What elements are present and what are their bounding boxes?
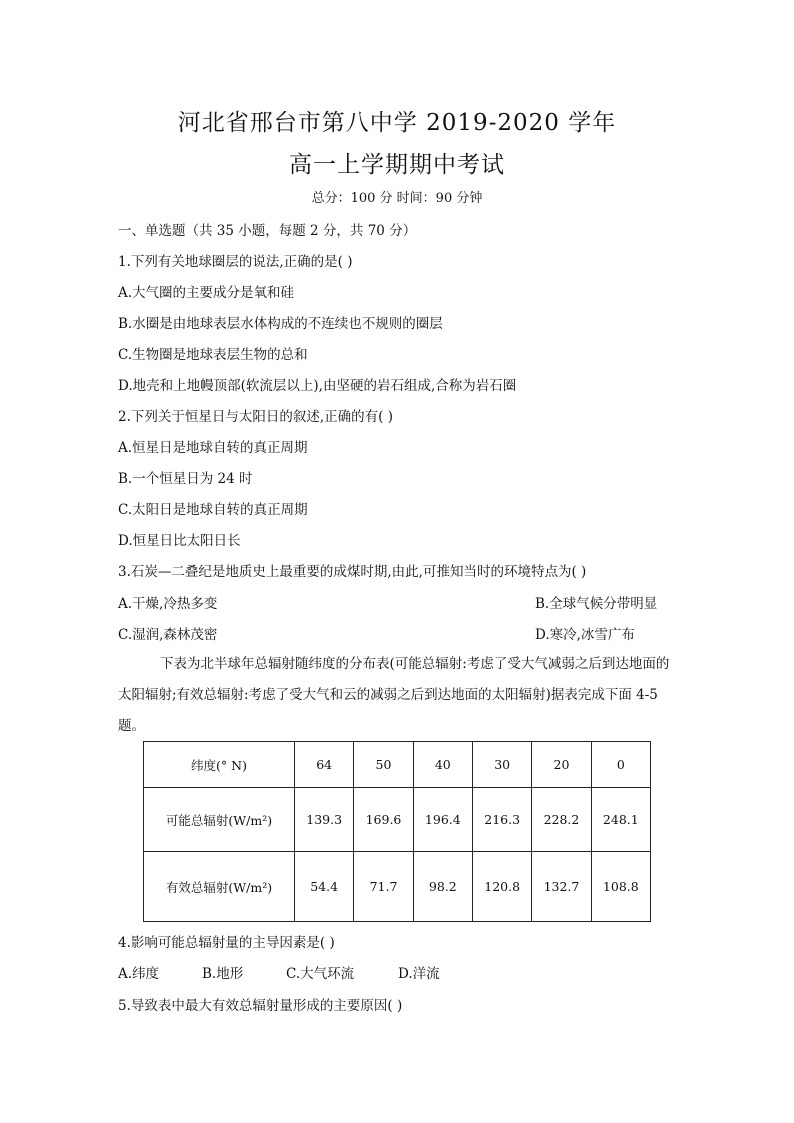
question-1-option-b: B.水圈是由地球表层水体构成的不连续也不规则的圈层 xyxy=(118,316,443,332)
table-cell: 196.4 xyxy=(413,788,472,852)
table-header-effective-radiation: 有效总辐射(W/m²) xyxy=(144,852,295,922)
question-4-stem: 4.影响可能总辐射量的主导因素是( ) xyxy=(118,935,335,951)
question-4-option-d: D.洋流 xyxy=(398,966,440,982)
table-cell: 98.2 xyxy=(413,852,472,922)
reading-passage-text: 下表为北半球年总辐射随纬度的分布表(可能总辐射:考虑了受大气减弱之后到达地面的太阳辐射;有效总辐射:考虑了受大气和云的减弱之后到达地面的太阳辐射)据表完成下面 4-5 题。 xyxy=(118,656,670,734)
table-cell: 40 xyxy=(413,742,472,788)
table-cell: 248.1 xyxy=(591,788,650,852)
table-cell: 0 xyxy=(591,742,650,788)
question-1-option-c: C.生物圈是地球表层生物的总和 xyxy=(118,347,308,363)
table-cell: 54.4 xyxy=(295,852,354,922)
table-cell: 108.8 xyxy=(591,852,650,922)
table-cell: 216.3 xyxy=(472,788,531,852)
question-3-option-b: B.全球气候分带明显 xyxy=(535,596,658,612)
table-cell: 169.6 xyxy=(354,788,413,852)
question-4-option-b: B.地形 xyxy=(202,966,244,982)
question-3-stem: 3.石炭—二叠纪是地质史上最重要的成煤时期,由此,可推知当时的环境特点为( ) xyxy=(118,564,587,580)
table-cell: 64 xyxy=(295,742,354,788)
table-cell: 132.7 xyxy=(532,852,591,922)
question-3-option-a: A.干燥,冷热多变 xyxy=(118,596,218,612)
question-2-stem: 2.下列关于恒星日与太阳日的叙述,正确的有( ) xyxy=(118,409,393,425)
reading-passage xyxy=(118,649,678,742)
table-cell: 30 xyxy=(472,742,531,788)
question-3-option-c: C.湿润,森林茂密 xyxy=(118,627,218,643)
table-cell: 228.2 xyxy=(532,788,591,852)
question-2-option-a: A.恒星日是地球自转的真正周期 xyxy=(118,440,308,456)
question-1-stem: 1.下列有关地球圈层的说法,正确的是( ) xyxy=(118,254,353,270)
question-1-option-d: D.地壳和上地幔顶部(软流层以上),由坚硬的岩石组成,合称为岩石圈 xyxy=(118,378,517,394)
section-heading: 一、单选题（共 35 小题，每题 2 分，共 70 分） xyxy=(118,223,417,239)
question-3-option-d: D.寒冷,冰雪广布 xyxy=(535,627,635,643)
table-cell: 50 xyxy=(354,742,413,788)
question-2-option-c: C.太阳日是地球自转的真正周期 xyxy=(118,502,308,518)
table-row-effective-radiation xyxy=(144,852,651,922)
question-4-option-c: C.大气环流 xyxy=(286,966,355,982)
question-2-option-d: D.恒星日比太阳日长 xyxy=(118,533,241,549)
table-cell: 139.3 xyxy=(295,788,354,852)
document-title-line1: 河北省邢台市第八中学 2019-2020 学年 xyxy=(177,110,617,136)
document-title-line2: 高一上学期期中考试 xyxy=(289,152,505,178)
question-1-option-a: A.大气圈的主要成分是氧和硅 xyxy=(118,285,295,301)
table-row-possible-radiation xyxy=(144,788,651,852)
question-2-option-b: B.一个恒星日为 24 时 xyxy=(118,471,253,487)
table-cell: 20 xyxy=(532,742,591,788)
table-row-latitude xyxy=(144,742,651,788)
table-header-latitude: 纬度(° N) xyxy=(144,742,295,788)
table-header-possible-radiation: 可能总辐射(W/m²) xyxy=(144,788,295,852)
question-5-stem: 5.导致表中最大有效总辐射量形成的主要原因( ) xyxy=(118,998,403,1014)
exam-meta: 总分：100 分 时间：90 分钟 xyxy=(311,191,483,206)
question-4-option-a: A.纬度 xyxy=(118,966,160,982)
table-cell: 120.8 xyxy=(472,852,531,922)
radiation-table xyxy=(143,741,651,922)
table-cell: 71.7 xyxy=(354,852,413,922)
